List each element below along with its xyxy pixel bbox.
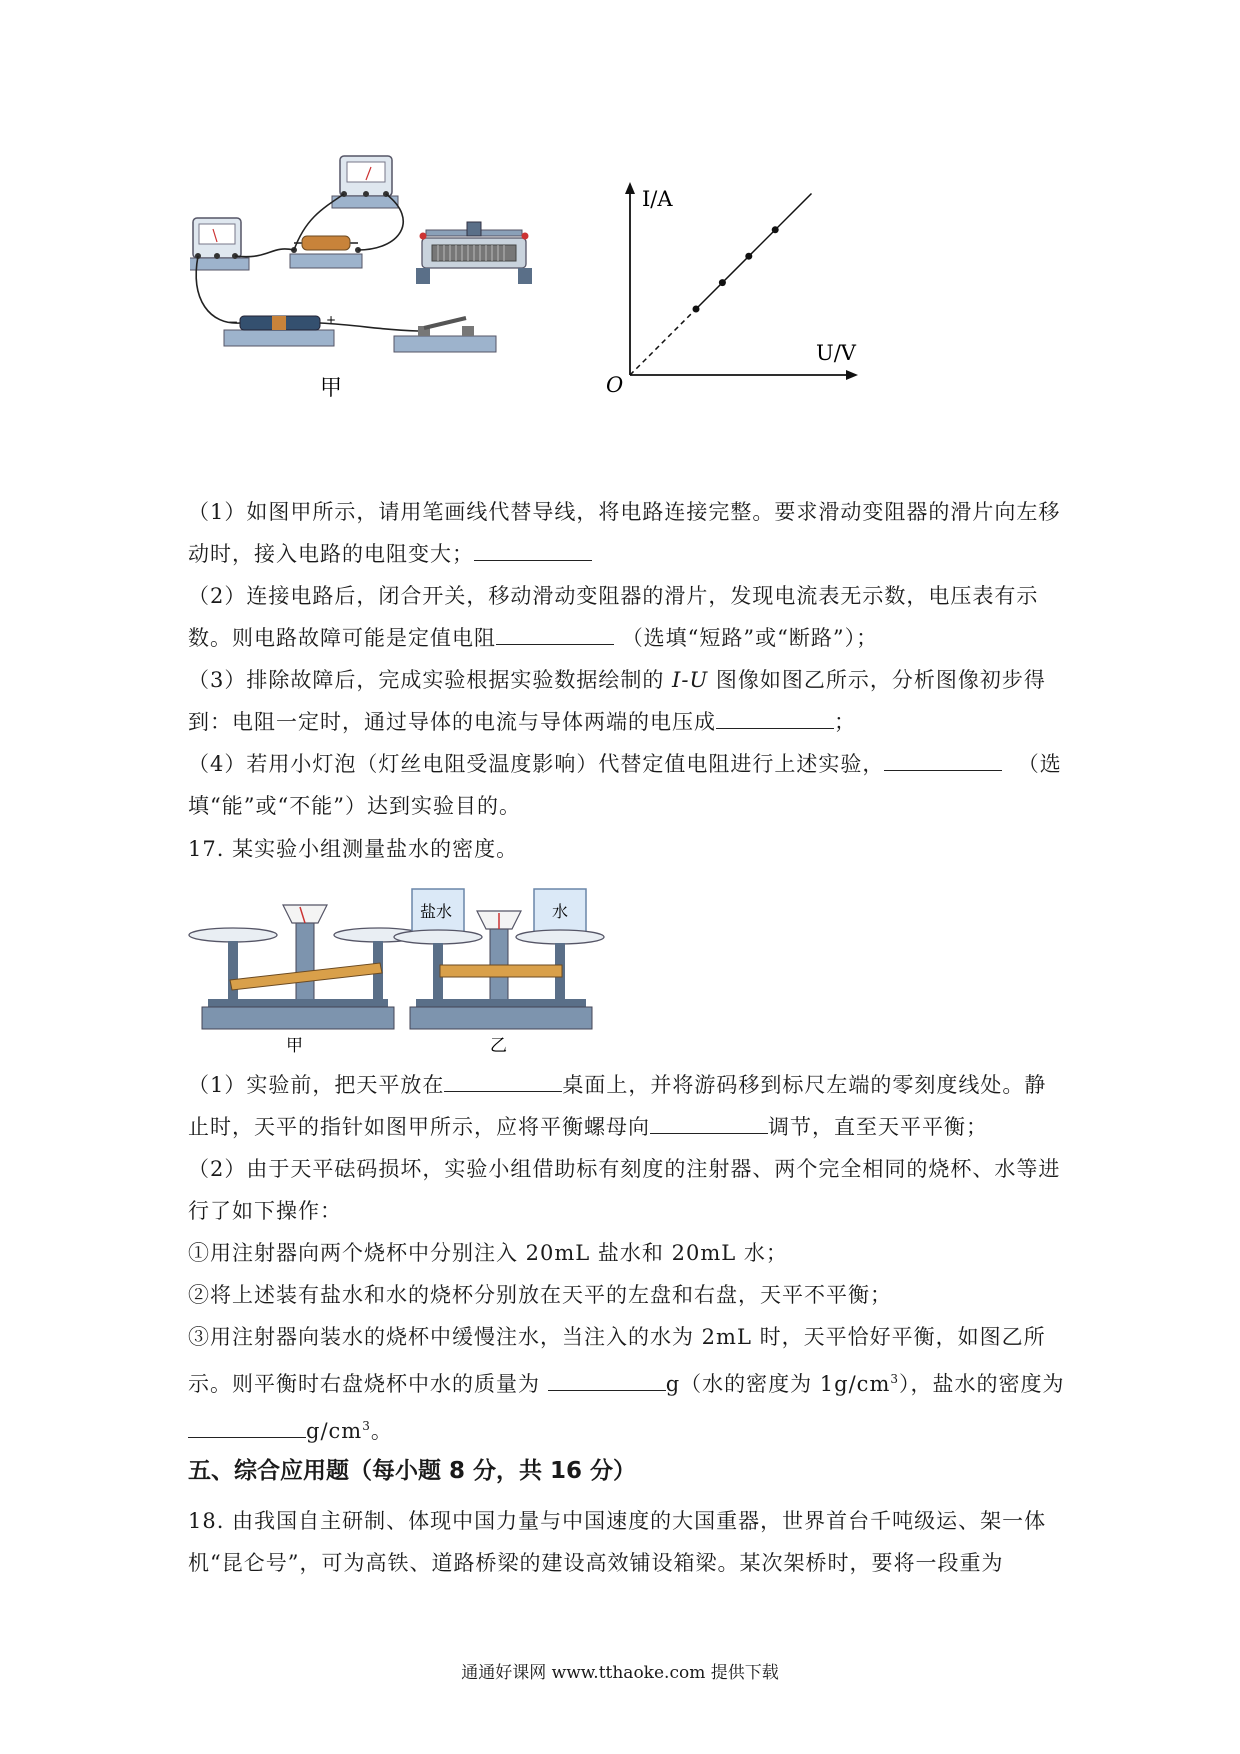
q17-step2: ②将上述装有盐水和水的烧杯分别放在天平的左盘和右盘，天平不平衡； <box>188 1283 892 1307</box>
answer-blank-5[interactable] <box>444 1067 562 1092</box>
circuit-figure <box>190 150 590 440</box>
battery-icon <box>224 313 336 346</box>
fixed-resistor-icon <box>290 236 362 268</box>
battery-minus: − <box>228 315 239 329</box>
answer-blank-6[interactable] <box>650 1109 768 1134</box>
data-point <box>772 226 779 233</box>
q17-part2-line2: 行了如下操作： <box>188 1199 342 1223</box>
q18-block <box>188 1500 1058 1584</box>
q17-part1-line1: （1）实验前，把天平放在 桌面上，并将游码移到标尺左端的零刻度线处。静 <box>188 1064 1058 1106</box>
q16-part4-line2: 填“能”或“不能”）达到实验目的。 <box>188 794 521 818</box>
origin-label: O <box>606 373 624 397</box>
q16-part4-line1: （4）若用小灯泡（灯丝电阻受温度影响）代替定值电阻进行上述实验， （选 <box>188 743 1058 785</box>
balance-figures <box>188 885 688 1055</box>
answer-blank-7[interactable] <box>548 1366 666 1391</box>
q16-part3-line1: （3）排除故障后，完成实验根据实验数据绘制的 I-U 图像如图乙所示，分析图像初步得 <box>188 668 1046 692</box>
ammeter-icon <box>190 218 249 270</box>
balance-a-caption: 甲 <box>286 1036 303 1055</box>
q18-line1: 18. 由我国自主研制、体现中国力量与中国速度的大国重器，世界首台千吨级运、架一体 <box>188 1509 1047 1533</box>
beaker-water-label: 水 <box>552 902 569 921</box>
balance-b-icon <box>394 889 604 1055</box>
data-point <box>719 279 726 286</box>
x-axis-arrow-icon <box>846 370 858 380</box>
q16-part3-line2: 到：电阻一定时，通过导体的电流与导体两端的电压成 ； <box>188 701 1058 743</box>
answer-blank-8[interactable] <box>188 1413 306 1438</box>
beaker-salt-water-label: 盐水 <box>420 902 453 921</box>
rheostat-icon <box>416 222 532 284</box>
battery-plus: + <box>326 313 337 327</box>
q17-block <box>188 1064 1065 1452</box>
fit-line-solid <box>696 194 812 310</box>
data-point <box>745 253 752 260</box>
x-axis-label: U/V <box>816 341 856 365</box>
q17-step3-line2: 示。则平衡时右盘烧杯中水的质量为 g（水的密度为 $1g/cm^3$），盐水的密度为 <box>188 1358 1058 1405</box>
q16-part2-line2: 数。则电路故障可能是定值电阻 （选填“短路”或“断路”）； <box>188 617 1058 659</box>
answer-blank-3[interactable] <box>716 704 834 729</box>
q17-stem: 17. 某实验小组测量盐水的密度。 <box>188 837 519 861</box>
answer-blank-4[interactable] <box>884 746 1002 771</box>
voltmeter-icon <box>332 156 398 208</box>
q16-block <box>188 491 1062 827</box>
q17-step3-line1: ③用注射器向装水的烧杯中缓慢注水，当注入的水为 2mL 时，天平恰好平衡，如图乙所 <box>188 1325 1046 1349</box>
y-axis-arrow-icon <box>625 182 635 194</box>
answer-blank-2[interactable] <box>496 620 614 645</box>
circuit-caption: 甲 <box>320 376 343 401</box>
q17-part2-line1: （2）由于天平砝码损坏，实验小组借助标有刻度的注射器、两个完全相同的烧杯、水等进 <box>188 1157 1061 1181</box>
q17-step1: ①用注射器向两个烧杯中分别注入 20mL 盐水和 20mL 水； <box>188 1241 788 1265</box>
answer-blank-1[interactable] <box>474 536 592 561</box>
footer-text: 通通好课网 www.tthaoke.com 提供下载 <box>461 1663 779 1683</box>
q17-part1-line2: 止时，天平的指针如图甲所示，应将平衡螺母向 调节，直至天平平衡； <box>188 1106 1058 1148</box>
q16-part1-line2: 动时，接入电路的电阻变大； <box>188 533 1058 575</box>
q17-step3-line3: $g/cm^3$。 <box>188 1405 1058 1452</box>
balance-b-caption: 乙 <box>490 1036 507 1055</box>
balance-a-icon <box>189 905 422 1055</box>
fit-line-dashed <box>630 309 696 375</box>
data-point <box>693 306 700 313</box>
switch-icon <box>394 318 496 352</box>
section-title: 五、综合应用题（每小题 8 分，共 16 分） <box>188 1458 637 1484</box>
q16-part1-line1: （1）如图甲所示，请用笔画线代替导线，将电路连接完整。要求滑动变阻器的滑片向左移 <box>188 500 1061 524</box>
iu-graph <box>600 180 900 440</box>
q18-line2: 机“昆仑号”，可为高铁、道路桥梁的建设高效铺设箱梁。某次架桥时，要将一段重为 <box>188 1551 1004 1575</box>
y-axis-label: I/A <box>642 187 673 211</box>
q16-part2-line1: （2）连接电路后，闭合开关，移动滑动变阻器的滑片，发现电流表无示数，电压表有示 <box>188 584 1039 608</box>
